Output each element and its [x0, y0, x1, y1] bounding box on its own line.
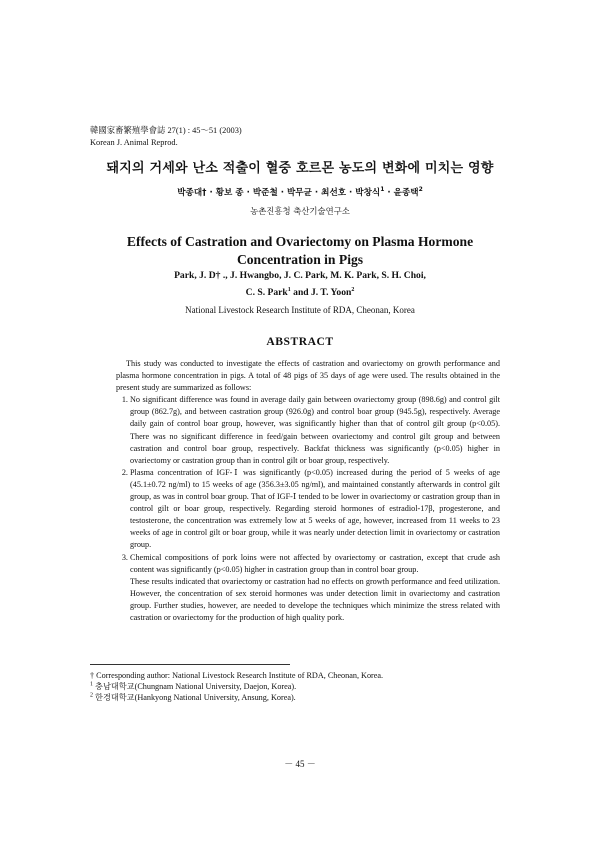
footnote-2-text: 한경대학교(Hankyong National University, Ansung, Korea). — [93, 693, 296, 703]
english-authors-line2-sup2: 2 — [351, 286, 355, 293]
abstract-result-2: 2. Plasma concentration of IGF-Ⅰ was significantly (p<0.05) increased during the period of 5 weeks of age (45.1±0.72 ng/ml) to 15 weeks of age (356.3±3.05 ng/ml), and maintained constantly afterwards in control gilt group, as was in control boar group. That of IGF-Ⅰ tended to be lower in ovariectomy or castration group than in control gilt or boar group, respectively. Regarding steroid hormones of estradiol-17β, progesterone, and testosterone, the concentration was extremely low at 5 weeks of age, however, increased from 11 weeks to 23 weeks of age in control gilt or boar group, while it was nearly under detection limit in ovariectomy or castration group. — [130, 467, 500, 552]
english-title-line1: Effects of Castration and Ovariectomy on Plasma Hormone — [126, 234, 474, 249]
korean-title: 돼지의 거세와 난소 적출이 혈중 호르몬 농도의 변화에 미치는 영향 — [106, 161, 494, 176]
abstract-conclusion: These results indicated that ovariectomy or castration had no effects on growth performance and feed utilization. However, the concentration of sex steroid hormones was under detection limit in ovariectomy and castration group. Further studies, however, are needed to develope the techniques which minimize the stress related with castration or ovariectomy for the production of high quality pork. — [130, 576, 500, 622]
journal-citation — [90, 125, 242, 149]
korean-authors-sup2: 2 — [418, 186, 423, 194]
abstract-result-1: 1. No significant difference was found in average daily gain between ovariectomy group (898.6g) and control gilt group (862.7g), and between castration group (926.0g) and control boar group (945.5g), respectively. Average daily gain of control boar group, however, was significantly higher than that of control gilt group (p<0.05). There was no significant difference in feed/gain between ovariectomy and control gilt group and between castration and control boar group, respectively. Backfat thickness was significantly (p<0.05) higher in ovariectomy or castration group than in control gilt or boar group, respectively. — [130, 394, 500, 467]
korean-institution: 농촌진흥청 축산기술연구소 — [250, 206, 350, 216]
english-title-line2: Concentration in Pigs — [236, 252, 364, 267]
journal-line-korean: 韓國家畜繁殖學會誌 27(1) : 45～51 (2003) — [90, 126, 242, 135]
footnote-divider — [90, 664, 290, 665]
english-authors-line2 — [0, 287, 600, 298]
footnote-1 — [90, 681, 510, 692]
journal-line-english: Korean J. Animal Reprod. — [90, 138, 178, 147]
footnote-1-text: 충남대학교(Chungnam National University, Daejon, Korea). — [93, 682, 297, 692]
footnotes — [90, 670, 510, 704]
footnote-2 — [90, 692, 510, 703]
korean-authors-sup1: 1 — [380, 186, 385, 194]
abstract-results-list — [116, 394, 500, 575]
korean-authors-tail: · 윤종택 — [384, 188, 419, 198]
english-title — [0, 233, 600, 269]
abstract-intro: This study was conducted to investigate the effects of castration and ovariectomy on growth performance and plasma hormone concentration in pigs. A total of 48 pigs of 35 days of age were used. The results obtained in the present study are summarized as follows: — [116, 359, 500, 393]
abstract-heading: ABSTRACT — [266, 335, 334, 348]
english-authors-line1: Park, J. D† ., J. Hwangbo, J. C. Park, M. K. Park, S. H. Choi, — [174, 270, 426, 281]
english-authors-line2-a: C. S. Park — [245, 287, 288, 298]
english-authors-line2-sup1: 1 — [287, 286, 291, 293]
footnote-1-mark: 1 — [90, 681, 93, 688]
english-institution: National Livestock Research Institute of RDA, Cheonan, Korea — [185, 305, 415, 315]
abstract-body — [116, 358, 500, 624]
page-number: － 45 － — [284, 759, 316, 769]
korean-authors-main: 박종대† · 황보 종 · 박준철 · 박무균 · 최선호 · 박창식 — [177, 188, 381, 198]
korean-authors — [0, 186, 600, 198]
abstract-result-3: 3. Chemical compositions of pork loins were not affected by ovariectomy or castration, except that crude ash content was significantly (p<0.05) higher in castration group than in control boar group. — [130, 552, 500, 576]
english-authors-line2-b: and J. T. Yoon — [290, 287, 352, 298]
footnote-2-mark: 2 — [90, 692, 93, 699]
footnote-corresponding: † Corresponding author: National Livestock Research Institute of RDA, Cheonan, Korea. — [90, 671, 384, 680]
